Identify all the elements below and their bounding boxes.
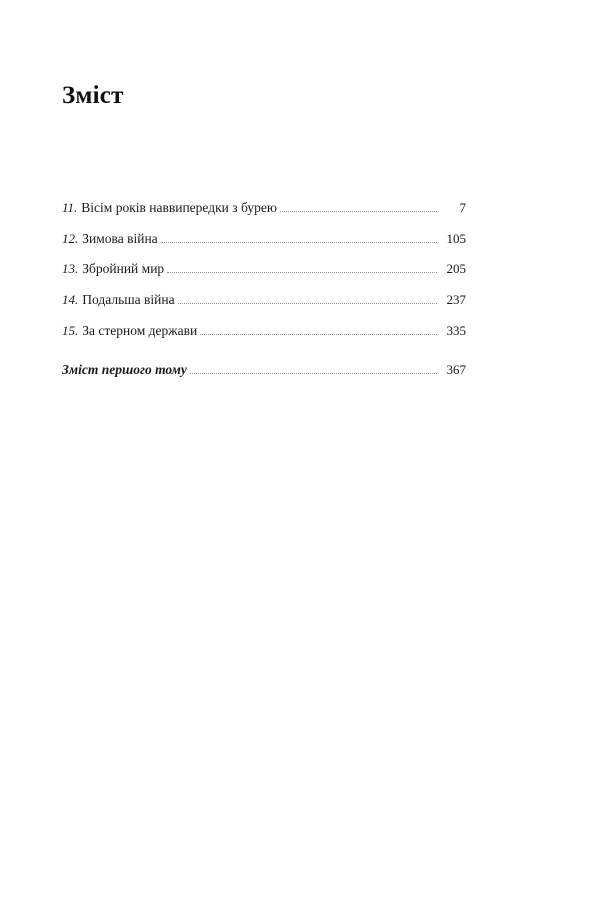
- list-item[interactable]: [62, 323, 466, 339]
- entry-title: Вісім років наввипередки з бурею: [81, 200, 277, 215]
- entry-title: За стерном держави: [82, 322, 198, 338]
- dot-leader: [178, 302, 437, 304]
- list-item[interactable]: [62, 292, 466, 308]
- table-of-contents-list: [62, 200, 466, 353]
- entry-title: Зміст першого тому: [62, 362, 187, 377]
- entry-page-number: 205: [446, 261, 466, 277]
- entry-number: 12.: [62, 230, 79, 246]
- entry-page-number: 105: [446, 230, 466, 246]
- entry-number: 11.: [62, 200, 78, 215]
- list-item[interactable]: [62, 200, 466, 216]
- dot-leader: [167, 271, 437, 273]
- table-of-contents-extra: [62, 362, 466, 378]
- entry-page-number: 237: [446, 292, 466, 308]
- entry-title: Подальша війна: [82, 292, 175, 308]
- list-item[interactable]: [62, 362, 466, 378]
- list-item[interactable]: [62, 261, 466, 277]
- dot-leader: [280, 210, 437, 212]
- entry-page-number: 367: [446, 362, 466, 377]
- entry-title: Зимова війна: [82, 230, 158, 246]
- list-item[interactable]: [62, 231, 466, 247]
- entry-page-number: 7: [459, 200, 466, 215]
- entry-number: 13.: [62, 261, 79, 277]
- dot-leader: [161, 241, 437, 243]
- entry-title: Збройний мир: [82, 261, 165, 277]
- entry-page-number: 335: [446, 322, 466, 338]
- entry-number: 14.: [62, 292, 79, 308]
- dot-leader: [200, 333, 437, 335]
- dot-leader: [190, 372, 437, 374]
- entry-number: 15.: [62, 322, 79, 338]
- page-title: Зміст: [62, 82, 124, 109]
